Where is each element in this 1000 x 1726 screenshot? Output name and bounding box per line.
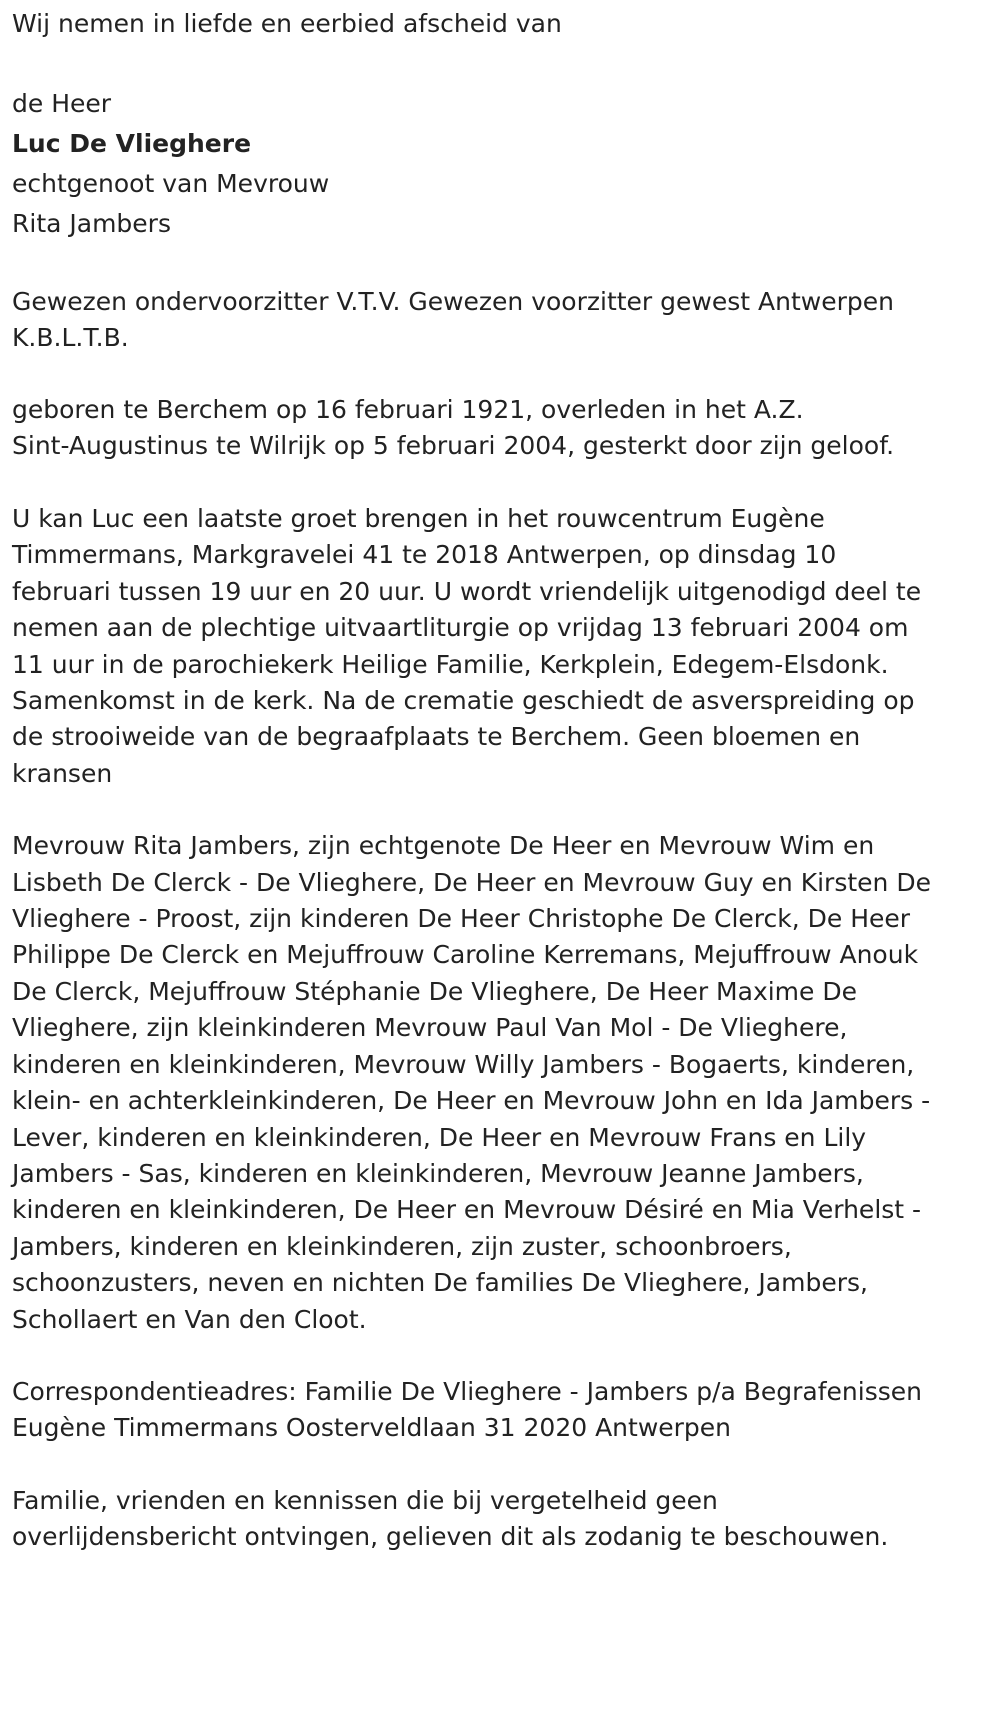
ceremony-line: kransen [12,758,113,788]
closing-line: overlijdensbericht ontvingen, gelieven dit als zodanig te beschouwen. [12,1522,889,1552]
family-line: Lever, kinderen en kleinkinderen, De Heer en Mevrouw Frans en Lily [12,1122,867,1152]
spacer [12,792,990,828]
spacer [12,1338,990,1374]
functions-paragraph [12,284,990,356]
family-line: kinderen en kleinkinderen, De Heer en Mevrouw Désiré en Mia Verhelst - [12,1195,922,1225]
ceremony-line: U kan Luc een laatste groet brengen in het rouwcentrum Eugène [12,504,825,533]
spouse-line: echtgenoot van Mevrouw [12,169,330,198]
spacer [12,44,990,84]
functions-line: Gewezen ondervoorzitter V.T.V. Gewezen voorzitter gewest Antwerpen [12,287,894,316]
ceremony-line: nemen aan de plechtige uitvaartliturgie op vrijdag 13 februari 2004 om [12,613,909,643]
family-line: De Clerck, Mejuffrouw Stéphanie De Vlieghere, De Heer Maxime De [12,976,857,1006]
ceremony-line: Timmermans, Markgravelei 41 te 2018 Antwerpen, op dinsdag 10 [12,540,837,570]
functions-line: K.B.L.T.B. [12,323,129,352]
spacer [12,1447,990,1483]
ceremony-line: 11 uur in de parochiekerk Heilige Familie, Kerkplein, Edegem-Elsdonk. [12,649,889,679]
spacer [12,464,990,501]
correspondence-line: Eugène Timmermans Oosterveldlaan 31 2020 Antwerpen [12,1413,732,1443]
family-line: Lisbeth De Clerck - De Vlieghere, De Heer en Mevrouw Guy en Kirsten De [12,867,931,897]
correspondence-paragraph [12,1374,990,1447]
birth-death-line: Sint-Augustinus te Wilrijk op 5 februari 2004, gesterkt door zijn geloof. [12,431,895,460]
family-line: kinderen en kleinkinderen, Mevrouw Willy Jambers - Bogaerts, kinderen, [12,1049,915,1079]
title-prefix: de Heer [12,89,112,118]
family-line: Schollaert en Van den Cloot. [12,1304,367,1334]
birth-death-line: geboren te Berchem op 16 februari 1921, overleden in het A.Z. [12,395,804,424]
deceased-name: Luc De Vlieghere [12,129,252,158]
family-line: schoonzusters, neven en nichten De families De Vlieghere, Jambers, [12,1268,868,1298]
spacer [12,244,990,284]
family-line: Jambers, kinderen en kleinkinderen, zijn zuster, schoonbroers, [12,1231,792,1261]
family-line: Jambers - Sas, kinderen en kleinkinderen, Mevrouw Jeanne Jambers, [12,1158,864,1188]
family-line: Vlieghere - Proost, zijn kinderen De Heer Christophe De Clerck, De Heer [12,904,911,934]
family-line: klein- en achterkleinkinderen, De Heer en Mevrouw John en Ida Jambers - [12,1086,931,1116]
intro-text: Wij nemen in liefde en eerbied afscheid van [12,9,562,38]
ceremony-line: Samenkomst in de kerk. Na de crematie geschiedt de asverspreiding op [12,686,915,716]
birth-death-paragraph [12,392,990,464]
ceremony-paragraph [12,501,990,792]
spacer [12,356,990,392]
ceremony-line: de strooiweide van de begraafplaats te Berchem. Geen bloemen en [12,722,861,752]
family-line: Philippe De Clerck en Mejuffrouw Caroline Kerremans, Mejuffrouw Anouk [12,940,919,970]
correspondence-line: Correspondentieadres: Familie De Vlieghere - Jambers p/a Begrafenissen [12,1376,922,1406]
family-line: Vlieghere, zijn kleinkinderen Mevrouw Paul Van Mol - De Vlieghere, [12,1013,848,1043]
family-line: Mevrouw Rita Jambers, zijn echtgenote De Heer en Mevrouw Wim en [12,831,875,861]
spouse-name: Rita Jambers [12,209,171,238]
family-paragraph [12,828,990,1338]
closing-paragraph [12,1483,990,1556]
closing-line: Familie, vrienden en kennissen die bij vergetelheid geen [12,1485,718,1515]
ceremony-line: februari tussen 19 uur en 20 uur. U wordt vriendelijk uitgenodigd deel te [12,576,922,606]
